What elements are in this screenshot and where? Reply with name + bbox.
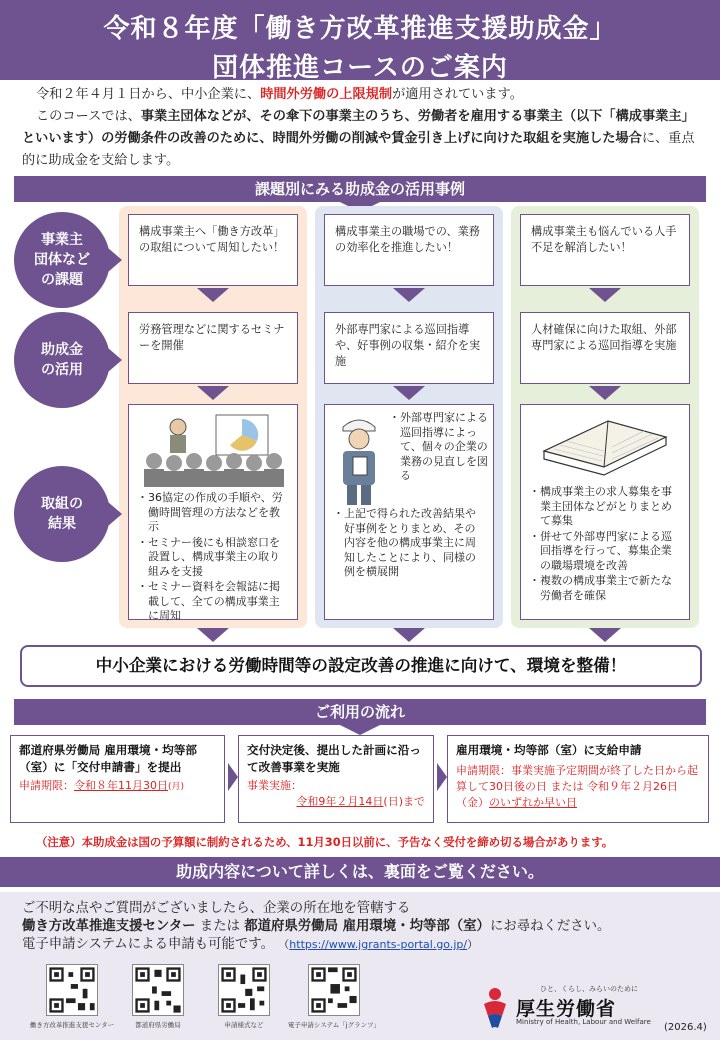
- arrow-down-icon: [197, 628, 229, 642]
- col2-use-card: 外部専門家による巡回指導や、好事例の収集・紹介を実施: [324, 312, 494, 384]
- overtime-limit-highlight: 時間外労働の上限規制: [260, 87, 393, 102]
- intro-paragraph-1: 令和２年４月１日から、中小企業に、時間外労働の上限規制が適用されています。: [36, 87, 523, 102]
- mhlw-logo: [478, 984, 678, 1032]
- flow-step-2-title: 交付決定後、提出した計画に沿って改善事業を実施: [247, 743, 421, 774]
- seminar-illustration-icon: [138, 411, 288, 487]
- payment-application-deadline: のいずれか早い日: [489, 796, 577, 809]
- mhlw-emblem-icon: [478, 986, 512, 1030]
- goal-statement: 中小企業における労働時間等の設定改善の推進に向けて、環境を整備！: [20, 645, 702, 687]
- qr-caption: 働き方改革推進支援センター: [29, 1021, 115, 1029]
- flow-step-1-title: 都道府県労働局 雇用環境・均等部（室）に「交付申請書」を提出: [19, 743, 197, 774]
- col1-result-card: [128, 404, 298, 620]
- intro-paragraph-2: このコースでは、事業主団体などが、その傘下の事業主のうち、労働者を雇用する事業主（以下「構成事業主」といいます）の労働条件の改善のために、時間外労働の削減や賃金引き上げに向けた取組を実施した場合に、重点的に助成金を支給します。: [22, 109, 695, 168]
- application-deadline: 令和８年11月30日: [74, 779, 168, 792]
- mhlw-tagline: ひと、くらし、みらいのために: [540, 985, 638, 993]
- qr-code-icon[interactable]: [218, 964, 270, 1016]
- arrow-right-icon: [437, 763, 447, 791]
- intro-text: [22, 84, 702, 172]
- contact-line-2: 働き方改革推進支援センター または 都道府県労働局 雇用環境・均等部（室）にお尋ねください。: [22, 919, 611, 934]
- col3-use-card: 人材確保に向けた取組、外部専門家による巡回指導を実施: [520, 312, 690, 384]
- col2-result-item: ・ 上記で得られた改善結果や好事例をとりまとめ、その内容を他の構成事業主に周知したことにより、同様の例を横展開: [333, 507, 485, 580]
- issue-date: (2026.4): [664, 1022, 707, 1033]
- col2-result-card: [324, 404, 494, 620]
- mhlw-name: 厚生労働省: [516, 998, 617, 1020]
- mhlw-english-name: Ministry of Health, Labour and Welfare: [516, 1018, 651, 1026]
- arrow-down-icon: [393, 628, 425, 642]
- qr-caption: 都道府県労働局: [135, 1021, 181, 1029]
- qr-caption: 電子申請システム「jグランツ」: [287, 1021, 381, 1029]
- label-issue: 事業主 団体など の課題: [14, 212, 110, 308]
- col1-issue-card: 構成事業主へ「働き方改革」の取組について周知したい！: [128, 214, 298, 286]
- flow-step-3-title: 雇用環境・均等部（室）に支給申請: [456, 743, 642, 757]
- section-title-flow: ご利用の流れ: [14, 699, 706, 725]
- col3-issue-card: 構成事業主も悩んでいる人手不足を解消したい！: [520, 214, 690, 286]
- header-banner: [0, 0, 720, 83]
- arrow-down-icon: [197, 288, 229, 302]
- details-banner: 助成内容について詳しくは、裏面をご覧ください。: [0, 857, 720, 887]
- section-title-cases: 課題別にみる助成金の活用事例: [14, 176, 706, 202]
- col3-result-item: ・ 複数の構成事業主で新たな労働者を確保: [529, 574, 681, 603]
- implementation-deadline: 令和9年２月14日: [296, 795, 384, 808]
- flow-step-3: 雇用環境・均等部（室）に支給申請 申請期限：事業実施予定期間が終了した日から起算して30日後の日 または 令和９年２月26日（金）のいずれか早い日: [447, 735, 709, 823]
- flow-step-2: 交付決定後、提出した計画に沿って改善事業を実施 事業実施： 令和9年２月14日(日)まで: [238, 735, 434, 823]
- arrow-right-icon: [228, 763, 238, 791]
- col2-result-item: ・ 外部専門家による巡回指導によって、個々の企業の業務の見直しを図る: [389, 411, 489, 484]
- col1-result-item: ・ セミナー資料を会報誌に掲載して、全ての構成事業主に周知: [137, 580, 289, 624]
- contact-line-1: ご不明な点やご質問がございましたら、企業の所在地を管轄する: [22, 901, 411, 916]
- flow-step-1: 都道府県労働局 雇用環境・均等部（室）に「交付申請書」を提出 申請期限：令和８年11月30日(月): [10, 735, 225, 823]
- col3-result-item: ・ 併せて外部専門家による巡回指導を行って、募集企業の職場環境を改善: [529, 530, 681, 574]
- col3-result-item: ・ 構成事業主の求人募集を事業主団体などがとりまとめて募集: [529, 485, 681, 529]
- qr-code-icon[interactable]: [308, 964, 360, 1016]
- contact-line-3: 電子申請システムによる申請も可能です。 （https://www.jgrants-portal.go.jp/）: [22, 937, 479, 952]
- arrow-down-icon: [393, 288, 425, 302]
- arrow-down-icon: [197, 386, 229, 400]
- arrow-down-icon: [589, 386, 621, 400]
- col1-use-card: 労務管理などに関するセミナーを開催: [128, 312, 298, 384]
- col1-result-item: ・ 36協定の作成の手順や、労働時間管理の方法などを教示: [137, 491, 289, 535]
- arrow-down-icon: [393, 386, 425, 400]
- arrow-down-icon: [589, 288, 621, 302]
- qr-caption: 申請様式など: [224, 1021, 264, 1029]
- col1-result-item: ・ セミナー後にも相談窓口を設置し、構成事業主の取り組みを支援: [137, 536, 289, 580]
- qr-code-icon[interactable]: [46, 964, 98, 1016]
- col3-result-card: [520, 404, 690, 620]
- col2-issue-card: 構成事業主の職場での、業務の効率化を推進したい！: [324, 214, 494, 286]
- consultant-illustration-icon: [333, 411, 385, 507]
- notebook-illustration-icon: [530, 411, 680, 481]
- jgrants-link[interactable]: https://www.jgrants-portal.go.jp/: [289, 938, 468, 951]
- page-title: 令和８年度「働き方改革推進支援助成金」: [103, 14, 617, 44]
- budget-notice: （注意）本助成金は国の予算額に制約されるため、11月30日以前に、予告なく受付を締め切る場合があります。: [36, 835, 614, 849]
- label-use: 助成金 の活用: [14, 312, 110, 408]
- page-subtitle: 団体推進コースのご案内: [212, 53, 508, 83]
- qr-code-icon[interactable]: [132, 964, 184, 1016]
- label-result: 取組の 結果: [14, 466, 110, 562]
- arrow-down-icon: [589, 628, 621, 642]
